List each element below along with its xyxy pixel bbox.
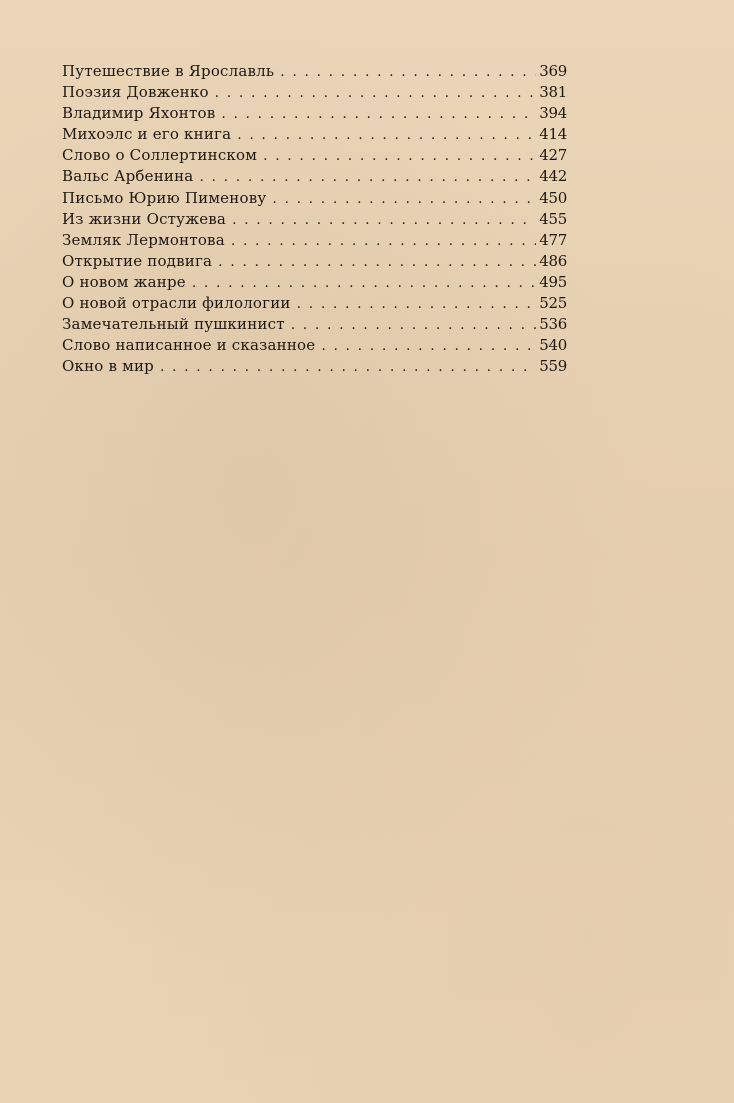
toc-entry-page: 381	[539, 83, 567, 102]
toc-entry-title: О новой отрасли филологии	[62, 294, 291, 313]
toc-entry-page: 414	[539, 125, 567, 144]
toc-dot-leader	[231, 233, 536, 249]
toc-entry-title: О новом жанре	[62, 272, 186, 291]
toc-entry	[62, 62, 567, 83]
toc-entry-page: 427	[539, 146, 567, 165]
toc-entry-title: Земляк Лермонтова	[62, 230, 225, 249]
toc-entry-title: Поэзия Довженко	[62, 83, 209, 102]
toc-dot-leader	[160, 359, 536, 375]
toc-entry	[62, 210, 567, 231]
toc-entry-title: Из жизни Остужева	[62, 209, 227, 228]
toc-entry	[62, 125, 567, 146]
toc-dot-leader	[218, 254, 536, 270]
toc-entry	[62, 315, 567, 336]
toc-entry-page: 450	[539, 188, 567, 207]
toc-entry	[62, 167, 567, 188]
toc-entry-page: 495	[539, 272, 567, 291]
toc-dot-leader	[215, 85, 537, 101]
toc-entry	[62, 252, 567, 273]
toc-dot-leader	[280, 64, 536, 80]
toc-entry-title: Письмо Юрию Пименову	[62, 188, 267, 207]
toc-entry-page: 559	[539, 357, 567, 376]
toc-entry-title: Путешествие в Ярославль	[62, 62, 275, 80]
toc-entry-title: Слово о Соллертинском	[62, 146, 258, 165]
toc-entry-title: Владимир Яхонтов	[62, 104, 216, 123]
toc-dot-leader	[263, 148, 536, 164]
toc-entry-title: Окно в мир	[62, 357, 154, 376]
toc-dot-leader	[221, 106, 536, 122]
toc-entry-page: 394	[539, 104, 567, 123]
toc-entry-title: Михоэлс и его книга	[62, 125, 232, 144]
toc-dot-leader	[237, 127, 536, 143]
toc-entry-title: Замечательный пушкинист	[62, 315, 285, 334]
toc-entry-title: Вальс Арбенина	[62, 167, 194, 186]
toc-entry	[62, 336, 567, 357]
toc-dot-leader	[321, 338, 536, 354]
toc-entry-page: 540	[539, 336, 567, 355]
toc-dot-leader	[192, 275, 536, 291]
toc-entry-page: 442	[539, 167, 567, 186]
toc-entry-page: 525	[539, 294, 567, 313]
toc-entry	[62, 294, 567, 315]
toc-entry	[62, 357, 567, 378]
toc-entry	[62, 273, 567, 294]
toc-entry	[62, 83, 567, 104]
toc-entry	[62, 189, 567, 210]
toc-dot-leader	[297, 296, 537, 312]
toc-dot-leader	[199, 169, 536, 185]
toc-dot-leader	[272, 191, 536, 207]
toc-entry-page: 477	[539, 230, 567, 249]
toc-entry	[62, 231, 567, 252]
toc-entry	[62, 104, 567, 125]
toc-dot-leader	[232, 212, 536, 228]
toc-entry-page: 369	[539, 62, 567, 80]
toc-entry-page: 536	[539, 315, 567, 334]
toc-dot-leader	[291, 317, 537, 333]
toc-entry-page: 455	[539, 209, 567, 228]
toc-entry-page: 486	[539, 251, 567, 270]
toc-entry-title: Открытие подвига	[62, 251, 213, 270]
toc-entry-title: Слово написанное и сказанное	[62, 336, 316, 355]
table-of-contents	[62, 62, 567, 378]
toc-entry	[62, 146, 567, 167]
